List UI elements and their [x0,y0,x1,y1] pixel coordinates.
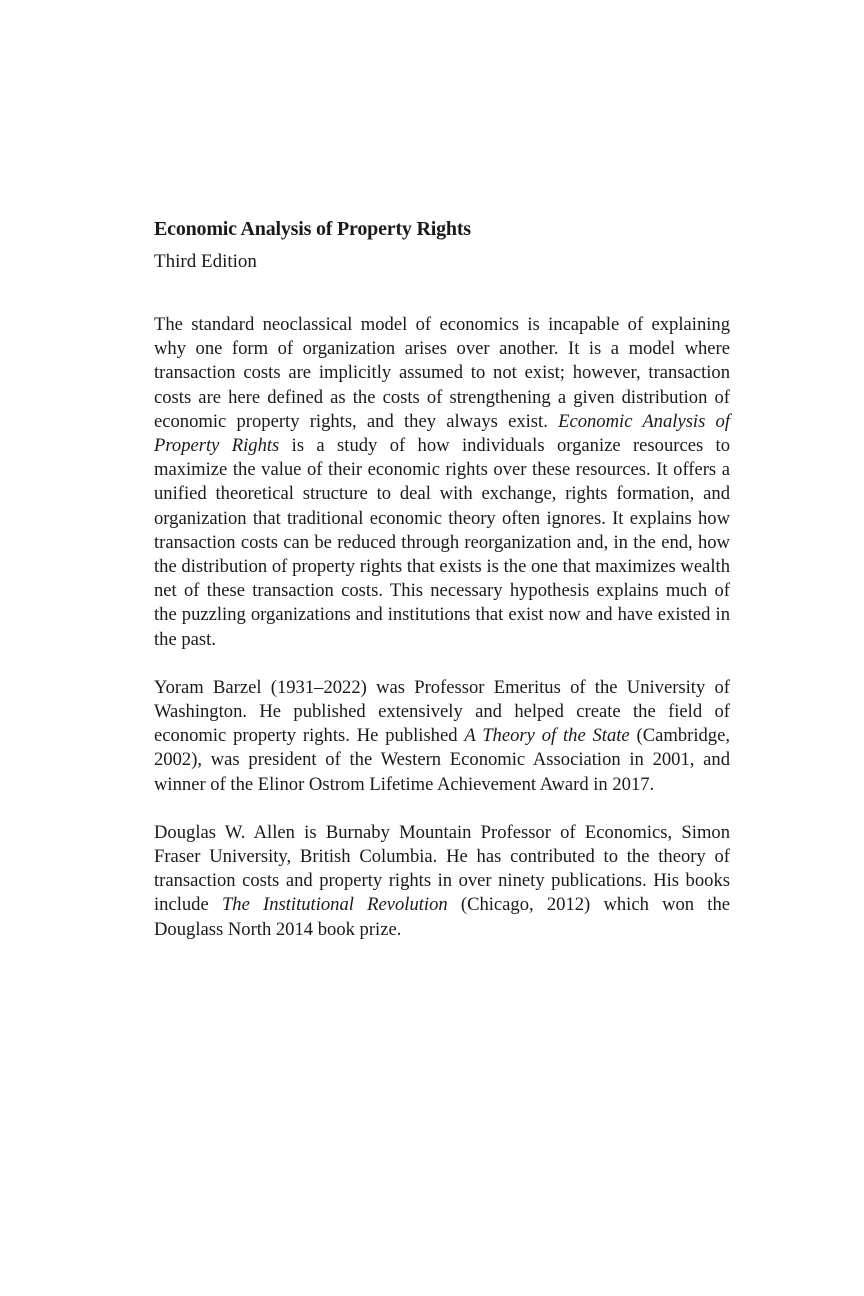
edition-label: Third Edition [154,251,257,272]
description-rest: is a study of how individuals organize resources to maximize the value of their economic rights over these resources. It offers a unified theoretical structure to deal with exchange, rights formation, and organization that traditional economic theory often ignores. It explains how transaction costs can be reduced through reorganization and, in the end, how the distribution of property rights that exists is the one that maximizes wealth net of these transaction costs. This necessary hypothesis explains much of the puzzling organizations and institutions that exist now and have existed in the past. [154,435,731,650]
barzel-bio-after: (Cambridge, 2002), was president of the Western Economic Association in 2001, and winner of the Elinor Ostrom Lifetime Achievement Award in 2017. [154,725,730,795]
allen-book-title: The Institutional Revolution [221,894,448,916]
allen-bio-before: Douglas W. Allen is Burnaby Mountain Professor of Economics, Simon Fraser University, British Columbia. He has contributed to the theory of transaction costs and property rights in over ninety publications. His books include [154,821,730,916]
book-blurb-page [154,214,730,942]
description-intro: The standard neoclassical model of economics is incapable of explaining why one form of organization arises over another. It is a model where transaction costs are implicitly assumed to not exist; however, transaction costs are here defined as the costs of strengthening a given distribution of economic property rights, and they always exist. [154,314,730,432]
book-description [154,313,730,652]
description-book-title: Economic Analysis of Property Rights [154,410,731,457]
barzel-book-title: A Theory of the State [464,725,630,747]
author-bio-allen [154,821,730,942]
book-title: Economic Analysis of Property Rights [154,218,471,240]
barzel-bio-before: Yoram Barzel (1931–2022) was Professor Emeritus of the University of Washington. He published extensively and helped create the field of economic property rights. He published [154,676,730,747]
author-bio-barzel [154,676,730,797]
allen-bio-after: (Chicago, 2012) which won the Douglass North 2014 book prize. [154,894,730,940]
